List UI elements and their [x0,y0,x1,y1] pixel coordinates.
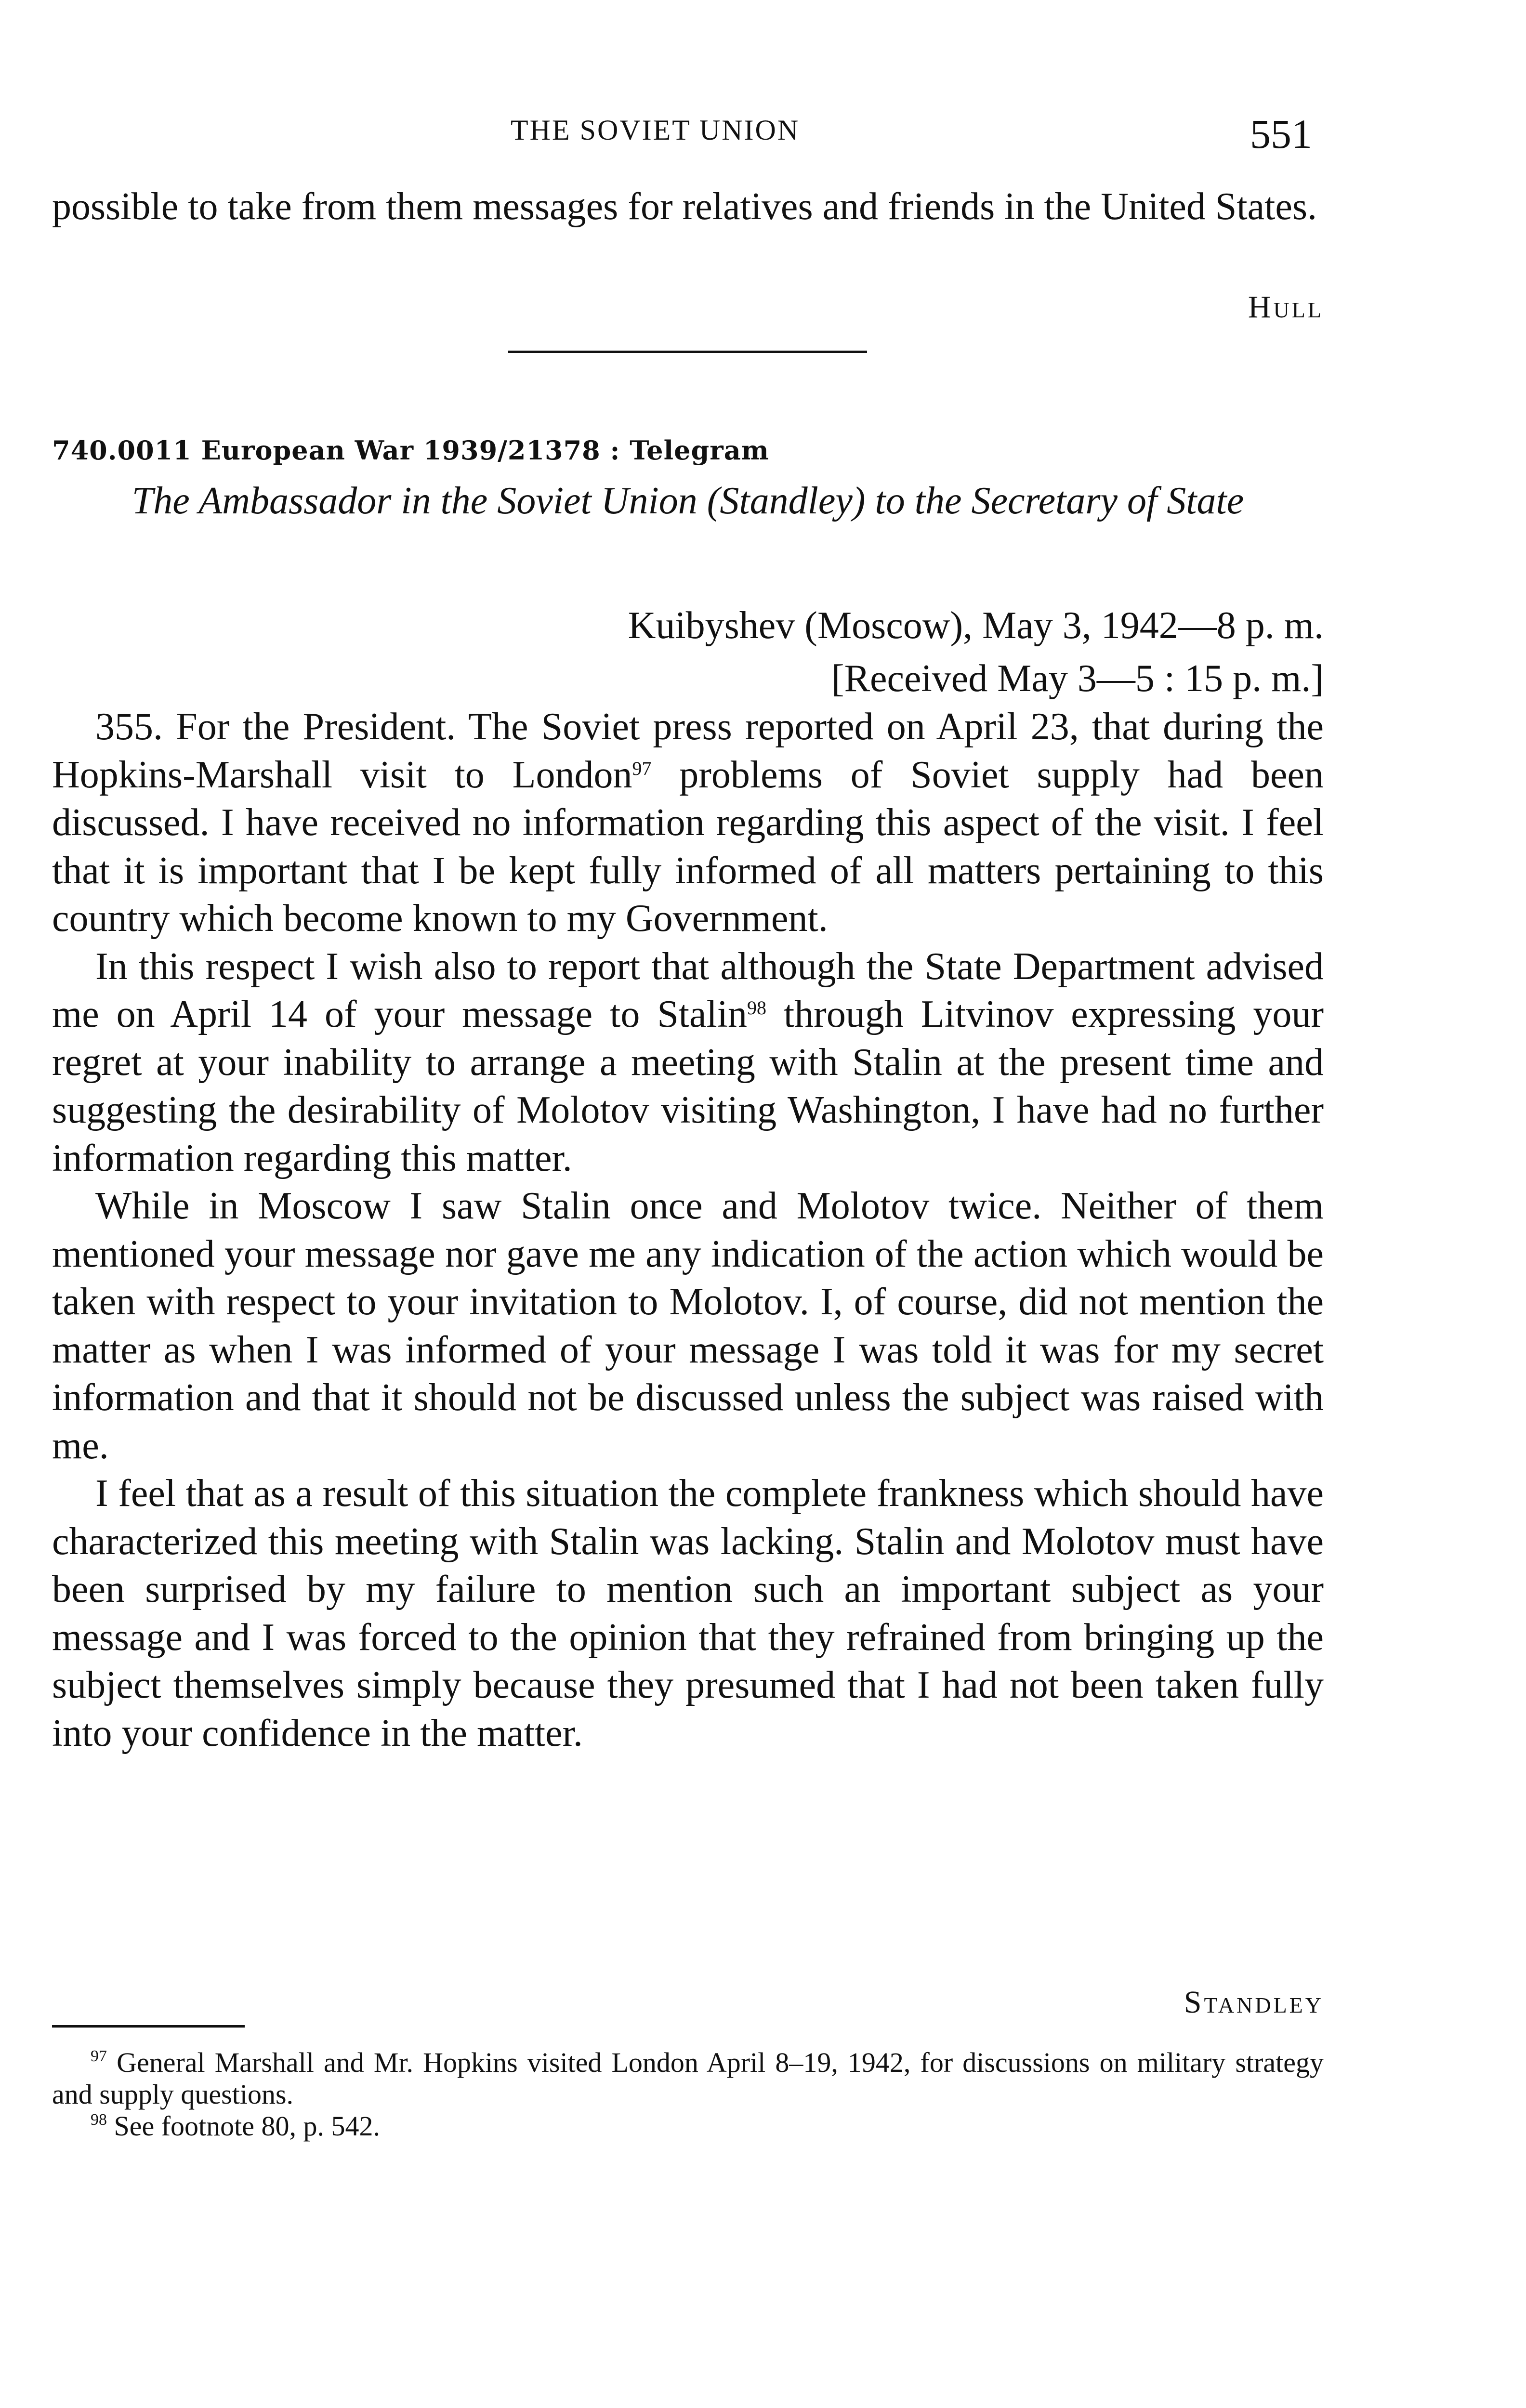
dateline-received: [Received May 3—5 : 15 p. m.] [831,657,1324,700]
telegram-body [52,703,1324,1757]
running-head-title: THE SOVIET UNION [511,114,800,146]
paragraph-3: While in Moscow I saw Stalin once and Molotov twice. Neither of them mentioned your message nor gave me any indication of the action which would be taken with respect to your invitation to Molotov. I, of course, did not mention the matter as when I was informed of your message I was told it was for my secret information and that it should not be discussed unless the subject was raised with me. [52,1185,1324,1467]
file-reference: 740.0011 European War 1939/21378 : Telegram [52,435,769,466]
section-divider [508,351,867,353]
paragraph-2-text-a: In this respect I wish also to report that although the State Department advised me on April 14 of your message to Stalin [52,945,1324,1035]
footnotes [52,2047,1324,2142]
page-number: 551 [1250,111,1312,157]
footnote-marker-98: 98 [747,997,766,1019]
footnote-98 [52,2110,1324,2142]
footnote-divider [52,2025,245,2028]
paragraph-2 [52,943,1324,1183]
document-heading: The Ambassador in the Soviet Union (Standley) to the Secretary of State [132,480,1244,522]
paragraph-1-text-a: 355. For the President. The Soviet press reported on April 23, that during the Hopkins-Marshall visit to London [52,706,1324,796]
footnote-98-text: See footnote 80, p. 542. [114,2110,381,2142]
footnote-98-marker: 98 [91,2111,107,2129]
footnote-97-marker: 97 [91,2047,107,2065]
footnote-97 [52,2047,1324,2110]
footnote-97-text: General Marshall and Mr. Hopkins visited London April 8–19, 1942, for discussions on military strategy and supply questions. [52,2047,1324,2110]
signature-hull: Hull [1248,289,1324,325]
paragraph-1-text-b: problems of Soviet supply had been discussed. I have received no information regarding this aspect of the visit. I feel that it is important that I be kept fully informed of all matters pertaining to this country which become known to my Government. [52,753,1324,940]
paragraph-4: I feel that as a result of this situation the complete frankness which should have characterized this meeting with Stalin was lacking. Stalin and Molotov must have been surprised by my failure to mention such an important subject as your message and I was forced to the opinion that they refrained from bringing up the subject themselves simply because they presumed that I had not been taken fully into your confidence in the matter. [52,1472,1324,1754]
running-head [0,110,1526,157]
footnote-marker-97: 97 [632,757,652,779]
dateline-place: Kuibyshev (Moscow), May 3, 1942—8 p. m. [628,604,1324,647]
paragraph-1 [52,703,1324,943]
paragraph-2-text-b: through Litvinov expressing your regret at your inability to arrange a meeting with Stalin at the present time and suggesting the desirability of Molotov visiting Washington, I have had no further information regarding this matter. [52,993,1324,1179]
continuation-paragraph: possible to take from them messages for relatives and friends in the United States. [52,185,1317,228]
signature-standley: Standley [1184,1985,1324,2020]
